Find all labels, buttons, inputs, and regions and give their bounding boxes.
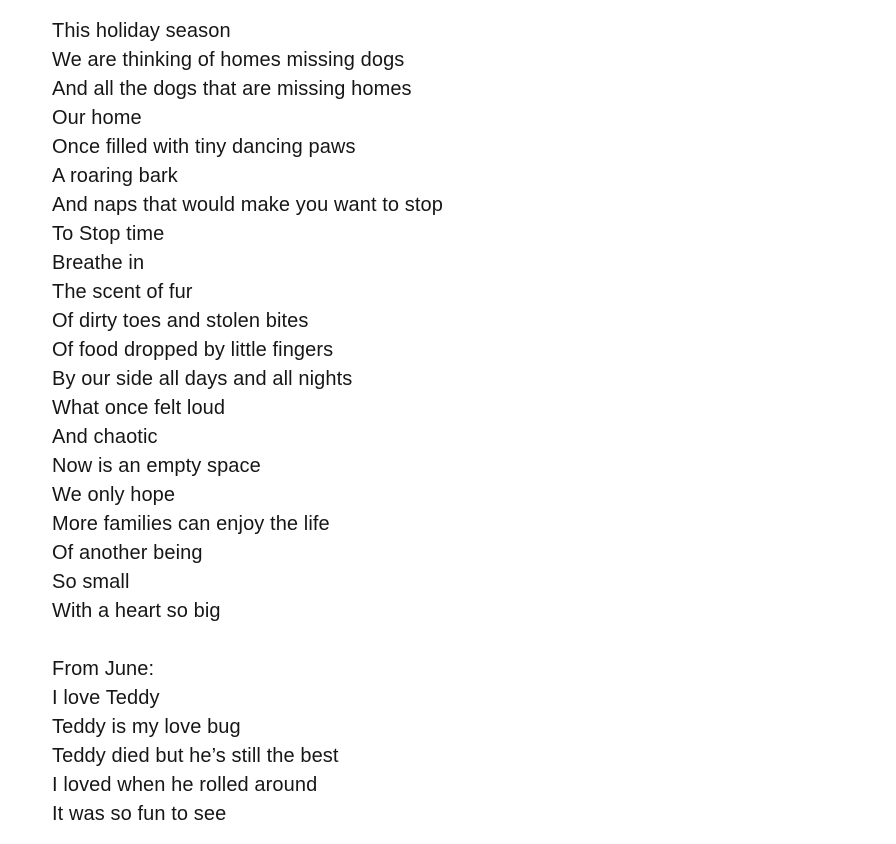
poem-line: Teddy is my love bug [52,716,241,738]
poem-line: With a heart so big [52,600,221,622]
poem-line: I love Teddy [52,687,160,709]
poem-line: Of food dropped by little fingers [52,339,334,361]
poem-line: By our side all days and all nights [52,368,353,390]
poem-line: Of another being [52,542,203,564]
poem-line: Now is an empty space [52,455,261,477]
poem-line: From June: [52,658,155,680]
poem-line: The scent of fur [52,281,193,303]
poem-line: And naps that would make you want to stop [52,194,444,216]
poem-line: Once filled with tiny dancing paws [52,136,356,158]
poem-line: What once felt loud [52,397,226,419]
poem-line: Of dirty toes and stolen bites [52,310,309,332]
poem-line: I loved when he rolled around [52,774,318,796]
poem-line: We only hope [52,484,176,506]
poem-line: And chaotic [52,426,158,448]
poem-line: Breathe in [52,252,145,274]
poem-line: So small [52,571,130,593]
poem-line: It was so fun to see [52,803,227,825]
poem-line: And all the dogs that are missing homes [52,78,412,100]
poem-line: This holiday season [52,20,231,42]
poem-line: Our home [52,107,142,129]
poem-line: We are thinking of homes missing dogs [52,49,405,71]
poem-stanza-2 [52,655,876,829]
poem-line: A roaring bark [52,165,178,187]
poem-line: To Stop time [52,223,165,245]
poem-line: More families can enjoy the life [52,513,330,535]
poem-stanza-1 [52,17,876,626]
poem-line: Teddy died but he’s still the best [52,745,339,767]
